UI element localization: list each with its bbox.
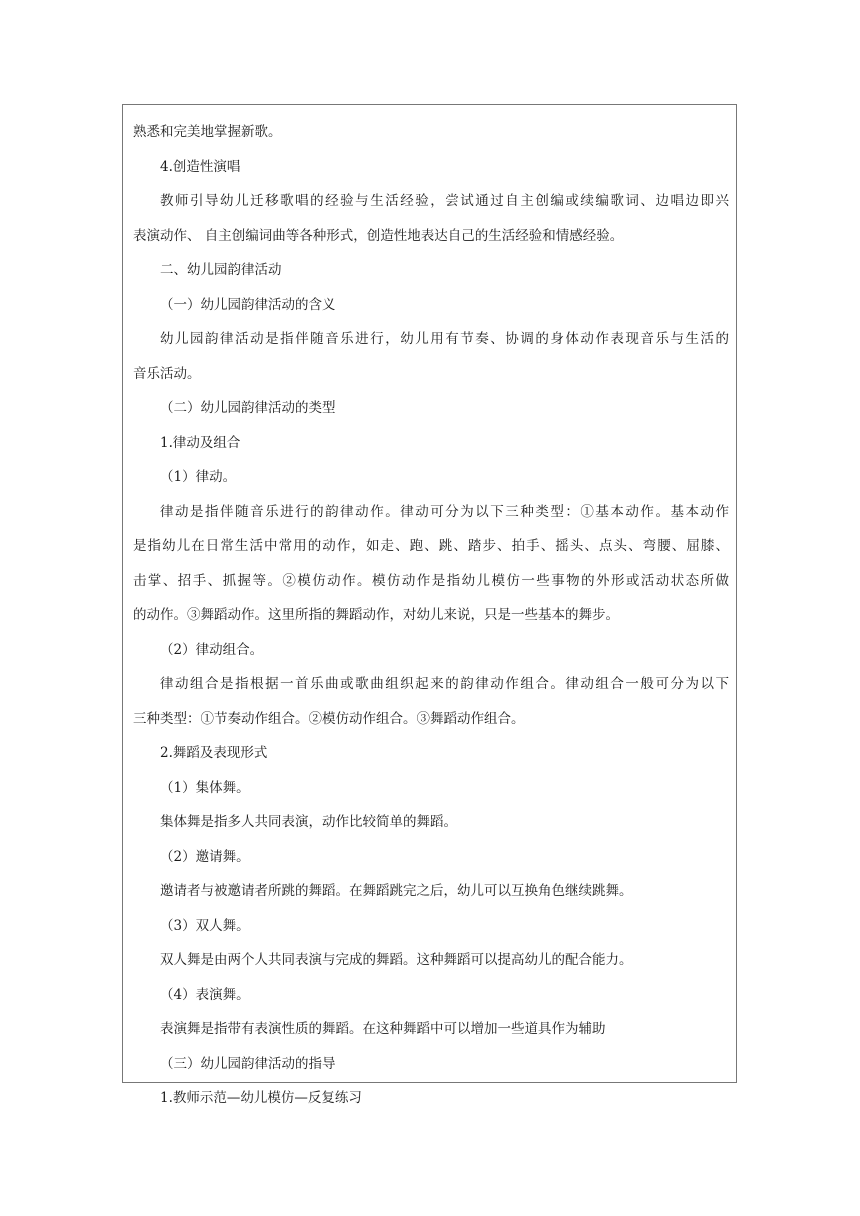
text-line: 1.教师示范—幼儿模仿—反复练习 bbox=[160, 1090, 362, 1106]
text-line: 二、幼儿园韵律活动 bbox=[160, 262, 282, 278]
text-line: 三种类型：①节奏动作组合。②模仿动作组合。③舞蹈动作组合。 bbox=[133, 710, 525, 727]
text-line: 律动组合是指根据一首乐曲或歌曲组织起来的韵律动作组合。律动组合一般可分为以下 bbox=[160, 676, 729, 692]
text-line: （4）表演舞。 bbox=[160, 986, 250, 1003]
text-line: 集体舞是指多人共同表演，动作比较简单的舞蹈。 bbox=[160, 814, 457, 830]
text-line: 熟悉和完美地掌握新歌。 bbox=[133, 124, 282, 140]
text-line: （1）集体舞。 bbox=[160, 779, 250, 796]
text-line: （3）双人舞。 bbox=[160, 917, 250, 934]
text-line: 1.律动及组合 bbox=[160, 434, 241, 451]
text-line: 2.舞蹈及表现形式 bbox=[160, 745, 268, 761]
text-line: 4.创造性演唱 bbox=[160, 158, 241, 175]
text-line: 是指幼儿在日常生活中常用的动作，如走、跑、跳、踏步、拍手、摇头、点头、弯腰、屈膝、 bbox=[133, 538, 729, 554]
text-line: （1）律动。 bbox=[160, 469, 237, 485]
document-body bbox=[133, 115, 729, 1116]
text-line: （2）邀请舞。 bbox=[160, 848, 250, 865]
text-line: 音乐活动。 bbox=[133, 365, 201, 382]
text-line: 邀请者与被邀请者所跳的舞蹈。在舞蹈跳完之后，幼儿可以互换角色继续跳舞。 bbox=[160, 883, 633, 899]
text-line: 的动作。③舞蹈动作。这里所指的舞蹈动作，对幼儿来说，只是一些基本的舞步。 bbox=[133, 607, 619, 623]
text-line: 双人舞是由两个人共同表演与完成的舞蹈。这种舞蹈可以提高幼儿的配合能力。 bbox=[160, 952, 633, 968]
text-line: （一）幼儿园韵律活动的含义 bbox=[160, 296, 336, 313]
text-line: 幼儿园韵律活动是指伴随音乐进行，幼儿用有节奏、协调的身体动作表现音乐与生活的 bbox=[160, 331, 729, 347]
text-line: 表演动作、 自主创编词曲等各种形式，创造性地表达自己的生活经验和情感经验。 bbox=[133, 227, 624, 244]
text-line: 击掌、招手、抓握等。②模仿动作。模仿动作是指幼儿模仿一些事物的外形或活动状态所做 bbox=[133, 572, 729, 589]
document-frame bbox=[122, 104, 737, 1106]
text-line: （三）幼儿园韵律活动的指导 bbox=[160, 1055, 336, 1072]
text-line: （二）幼儿园韵律活动的类型 bbox=[160, 400, 336, 416]
text-line: 律动是指伴随音乐进行的韵律动作。律动可分为以下三种类型：①基本动作。基本动作 bbox=[160, 503, 729, 520]
text-line: 教师引导幼儿迁移歌唱的经验与生活经验，尝试通过自主创编或续编歌词、边唱边即兴 bbox=[160, 193, 729, 209]
text-line: （2）律动组合。 bbox=[160, 641, 264, 658]
text-line: 表演舞是指带有表演性质的舞蹈。在这种舞蹈中可以增加一些道具作为辅助 bbox=[160, 1021, 606, 1037]
